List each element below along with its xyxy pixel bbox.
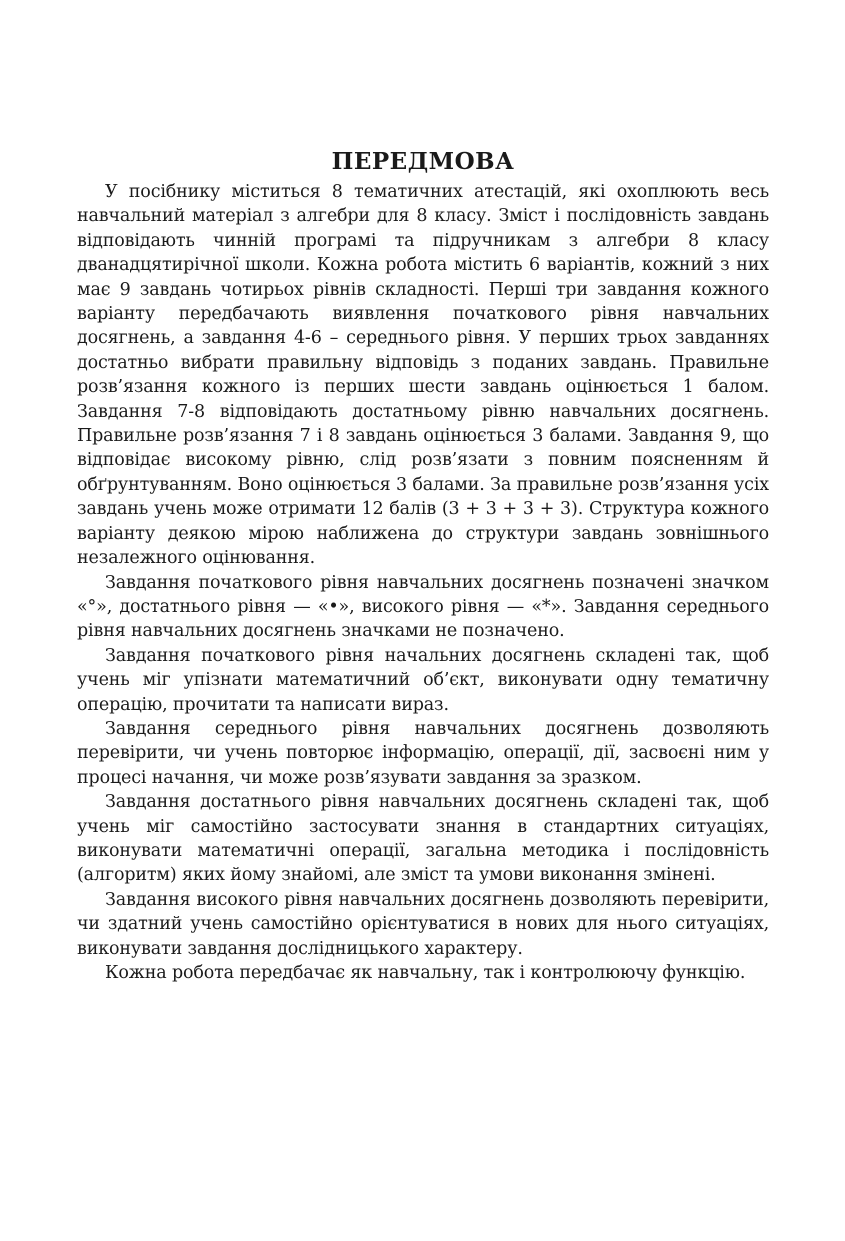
paragraph-intro: У посібнику міститься 8 тематичних атестацій, які охоплюють весь навчальний матеріал з алгебри для 8 класу. Зміст і послідовність завдань відповідають чинній програмі та підручникам з алгебри 8 класу дванадцятирічної школи. Кожна робота містить 6 варіантів, кожний з них має 9 завдань чотирьох рівнів складності. Перші три завдання кожного варіанту передбачають виявлення початкового рівня навчальних досягнень, а завдання 4-6 – середнього рівня. У перших трьох завданнях достатньо вибрати правильну відповідь з поданих завдань. Правильне розв’язання кожного із перших шести завдань оцінюється 1 балом. Завдання 7-8 відповідають достатньому рівню навчальних досягнень. Правильне розв’язання 7 і 8 завдань оцінюється 3 балами. Завдання 9, що відповідає високому рівню, слід розв’язати з повним поясненням й обґрунтуванням. Воно оцінюється 3 балами. За правильне розв’язання усіх завдань учень може отримати 12 балів (3 + 3 + 3 + 3). Структура кожного варіанту деякою мірою наближена до структури завдань зовнішнього незалежного оцінювання. bbox=[77, 182, 769, 569]
paragraph-function: Кожна робота передбачає як навчальну, так і контролюючу функцію. bbox=[105, 963, 746, 983]
page-title: ПЕРЕДМОВА bbox=[331, 148, 515, 175]
paragraph-sufficient-level: Завдання достатнього рівня навчальних досягнень складені так, щоб учень міг самостійно застосувати знання в стандартних ситуаціях, виконувати математичні операції, загальна методика і послідовність (алгоритм) яких йому знайомі, але зміст та умови виконання змінені. bbox=[77, 792, 769, 886]
paragraph-initial-level: Завдання початкового рівня начальних досягнень складені так, щоб учень міг упізнати математичний об’єкт, виконувати одну тематичну операцію, прочитати та написати вираз. bbox=[77, 645, 769, 715]
paragraph-middle-level: Завдання середнього рівня навчальних досягнень дозволяють перевірити, чи учень повторює інформацію, операції, дії, засвоєні ним у процесі начання, чи може розв’язувати завдання за зразком. bbox=[77, 718, 769, 788]
paragraph-high-level: Завдання високого рівня навчальних досягнень дозволяють перевірити, чи здатний учень самостійно орієнтуватися в нових для нього ситуаціях, виконувати завдання дослідницького характеру. bbox=[77, 889, 769, 959]
page bbox=[77, 0, 769, 985]
paragraph-level-markers: Завдання початкового рівня навчальних досягнень позначені значком «°», достатнього рівня — «•», високого рівня — «*». Завдання середнього рівня навчальних досягнень значками не позначено. bbox=[77, 572, 769, 642]
